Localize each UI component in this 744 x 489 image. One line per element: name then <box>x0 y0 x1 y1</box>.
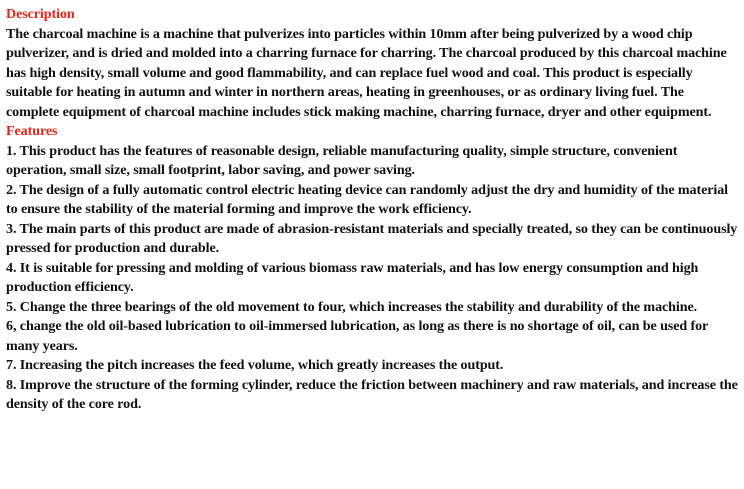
description-text: The charcoal machine is a machine that pulverizes into particles within 10mm after being pulverized by a wood chip pulverizer, and is dried and molded into a charring furnace for charring. The charcoal produced by this charcoal machine has high density, small volume and good flammability, and can replace fuel wood and coal. This product is especially suitable for heating in autumn and winter in northern areas, heating in greenhouses, or as ordinary living fuel. The complete equipment of charcoal machine includes stick making machine, charring furnace, dryer and other equipment. <box>6 25 727 120</box>
feature-item-1: 1. This product has the features of reasonable design, reliable manufacturing quality, simple structure, convenient operation, small size, small footprint, labor saving, and power saving. <box>6 142 678 178</box>
feature-item-3: 3. The main parts of this product are made of abrasion-resistant materials and specially treated, so they can be continuously pressed for production and durable. <box>6 220 738 256</box>
feature-item-5: 5. Change the three bearings of the old movement to four, which increases the stability and durability of the machine. <box>6 298 698 315</box>
features-heading: Features <box>6 123 58 139</box>
feature-item-7: 7. Increasing the pitch increases the feed volume, which greatly increases the output. <box>6 357 504 373</box>
feature-item-4: 4. It is suitable for pressing and molding of various biomass raw materials, and has low energy consumption and high production efficiency. <box>6 259 699 295</box>
feature-item-2: 2. The design of a fully automatic control electric heating device can randomly adjust the dry and humidity of the material to ensure the stability of the material forming and improve the work efficiency. <box>6 181 728 217</box>
feature-item-8: 8. Improve the structure of the forming cylinder, reduce the friction between machinery and raw materials, and increase the density of the core rod. <box>6 376 738 412</box>
description-heading: Description <box>6 6 75 22</box>
feature-item-6: 6, change the old oil-based lubrication to oil-immersed lubrication, as long as there is no shortage of oil, can be used for many years. <box>6 318 708 354</box>
